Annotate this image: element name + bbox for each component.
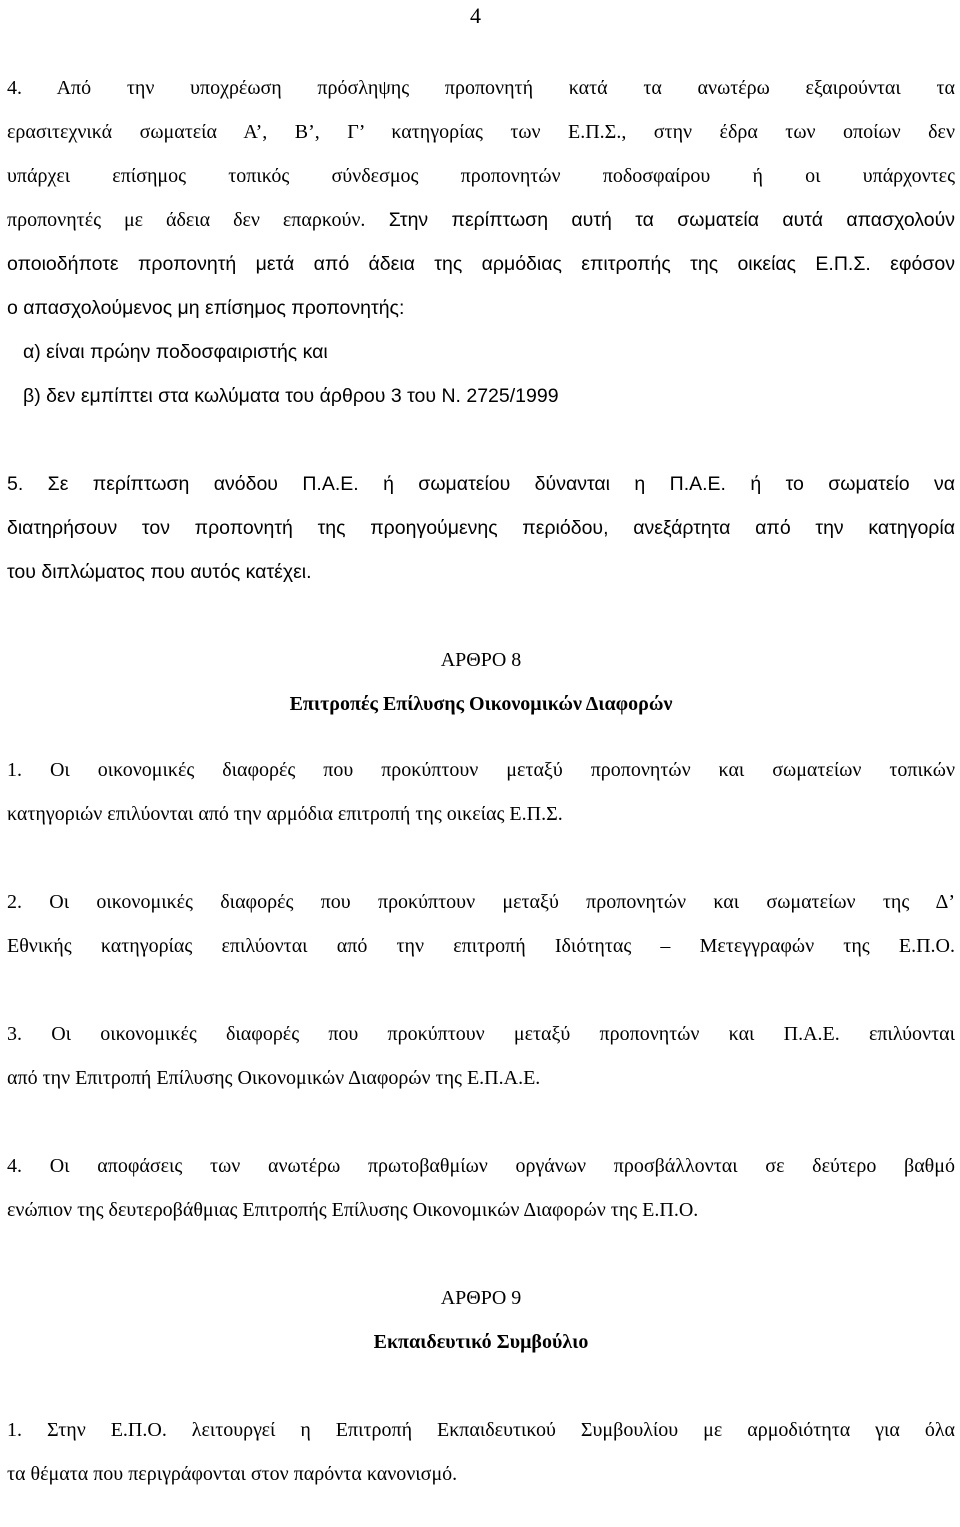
text-line: 4. Οι αποφάσεις των ανωτέρω πρωτοβαθμίων οργάνων προσβάλλονται σε δεύτερο βαθμό xyxy=(7,1155,955,1177)
text-line: ενώπιον της δευτεροβάθμιας Επιτροπής Επίλυσης Οικονομικών Διαφορών της Ε.Π.Ο. xyxy=(7,1199,699,1221)
text-line: 3. Οι οικονομικές διαφορές που προκύπτουν μεταξύ προπονητών και Π.Α.Ε. επιλύονται xyxy=(7,1023,955,1045)
text-line xyxy=(7,462,955,506)
text-line xyxy=(7,286,955,330)
page-number: 4 xyxy=(470,3,481,28)
text-segment-sans: οποιοδήποτε προπονητή μετά από άδεια της αρμόδιας επιτροπής της οικείας Ε.Π.Σ. εφόσον xyxy=(7,253,955,275)
article-8-title: Επιτροπές Επίλυσης Οικονομικών Διαφορών xyxy=(289,693,673,715)
paragraph-item-5 xyxy=(7,462,955,594)
text-line xyxy=(7,242,955,286)
text-line xyxy=(7,550,955,594)
text-segment-sans: β) δεν εμπίπτει στα κωλύματα του άρθρου 3 του Ν. 2725/1999 xyxy=(23,385,559,407)
text-line: Εθνικής κατηγορίας επιλύονται από την επιτροπή Ιδιότητας – Μετεγγραφών της Ε.Π.Ο. xyxy=(7,935,955,957)
text-line xyxy=(7,198,955,242)
paragraph-art9-item-1 xyxy=(7,1408,955,1496)
text-line: 1. Οι οικονομικές διαφορές που προκύπτουν μεταξύ προπονητών και σωματείων τοπικών xyxy=(7,759,955,781)
text-line: 2. Οι οικονομικές διαφορές που προκύπτουν μεταξύ προπονητών και σωματείων της Δ’ xyxy=(7,891,955,913)
text-line: κατηγοριών επιλύονται από την αρμόδια επιτροπή της οικείας Ε.Π.Σ. xyxy=(7,803,563,825)
text-segment-sans: διατηρήσουν τον προπονητή της προηγούμενης περιόδου, ανεξάρτητα από την κατηγορία xyxy=(7,517,955,539)
paragraph-art8-item-1 xyxy=(7,748,955,836)
document-body xyxy=(7,66,955,1496)
article-9-number: ΑΡΘΡΟ 9 xyxy=(440,1287,522,1309)
paragraph-art8-item-2 xyxy=(7,880,955,968)
text-line: 1. Στην Ε.Π.Ο. λειτουργεί η Επιτροπή Εκπαιδευτικού Συμβουλίου με αρμοδιότητα για όλα xyxy=(7,1419,955,1441)
text-line xyxy=(7,506,955,550)
text-segment: προπονητές με άδεια δεν επαρκούν. xyxy=(7,209,366,231)
paragraph-art8-item-3 xyxy=(7,1012,955,1100)
text-line: από την Επιτροπή Επίλυσης Οικονομικών Διαφορών της Ε.Π.Α.Ε. xyxy=(7,1067,541,1089)
text-line: υπάρχει επίσημος τοπικός σύνδεσμος προπονητών ποδοσφαίρου ή οι υπάρχοντες xyxy=(7,165,955,187)
article-8-number: ΑΡΘΡΟ 8 xyxy=(440,649,522,671)
text-segment-sans: Στην περίπτωση αυτή τα σωματεία αυτά απασχολούν xyxy=(365,209,956,231)
text-segment-sans: ο απασχολούμενος μη επίσημος προπονητής: xyxy=(7,297,405,319)
text-segment-sans: α) είναι πρώην ποδοσφαιριστής και xyxy=(23,341,328,363)
text-line: τα θέματα που περιγράφονται στον παρόντα κανονισμό. xyxy=(7,1463,458,1485)
text-line: ερασιτεχνικά σωματεία Α’, Β’, Γ’ κατηγορίας των Ε.Π.Σ., στην έδρα των οποίων δεν xyxy=(7,121,955,143)
text-segment-sans: του διπλώματος που αυτός κατέχει. xyxy=(7,561,312,583)
paragraph-item-4 xyxy=(7,66,955,418)
text-segment-sans: 5. Σε περίπτωση ανόδου Π.Α.Ε. ή σωματείου δύνανται η Π.Α.Ε. ή το σωματείο να xyxy=(7,473,955,495)
list-item-a xyxy=(7,330,955,374)
article-9-title: Εκπαιδευτικό Συμβούλιο xyxy=(373,1331,589,1353)
paragraph-art8-item-4 xyxy=(7,1144,955,1232)
text-line: 4. Από την υποχρέωση πρόσληψης προπονητή κατά τα ανωτέρω εξαιρούνται τα xyxy=(7,77,955,99)
list-item-b xyxy=(7,374,955,418)
